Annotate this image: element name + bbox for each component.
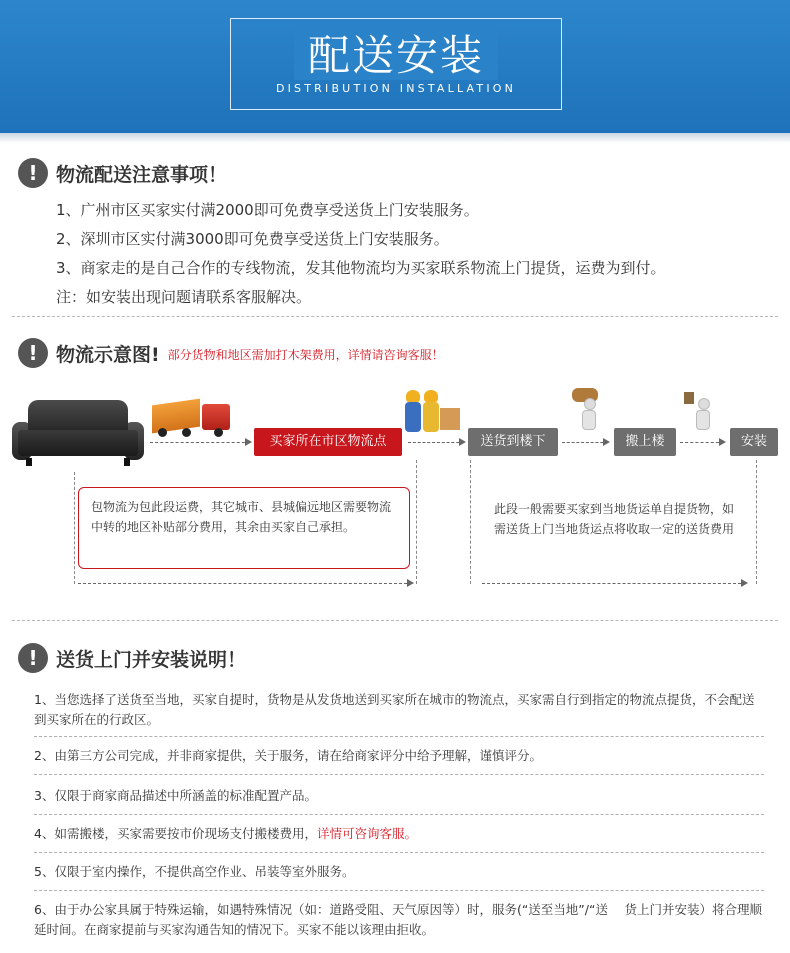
header-banner xyxy=(0,0,790,133)
step-buyer-city-logistics-point: 买家所在市区物流点 xyxy=(254,428,402,456)
section-logistics-diagram-heading xyxy=(18,338,444,368)
flow-arrow xyxy=(680,442,724,443)
banner-subtitle: DISTRIBUTION INSTALLATION xyxy=(275,82,517,95)
divider xyxy=(34,852,764,853)
divider xyxy=(12,316,778,317)
contact-service-link[interactable]: 详情可咨询客服。 xyxy=(316,826,417,841)
list-item: 5、仅限于室内操作，不提供高空作业、吊装等室外服务。 xyxy=(34,864,355,879)
flow-arrow xyxy=(562,442,608,443)
installer-person-icon xyxy=(684,388,722,438)
exclamation-icon: ! xyxy=(18,338,48,368)
info-box-prepaid-segment: 包物流为包此段运费，其它城市、县城偏远地区需要物流中转的地区补贴部分费用，其余由买家自己承担。 xyxy=(78,487,410,569)
notice-list xyxy=(56,199,776,315)
section-logistics-notice-heading xyxy=(18,158,227,188)
truck-icon xyxy=(152,396,232,438)
divider xyxy=(34,890,764,891)
section-title: 物流示意图! xyxy=(56,343,160,366)
flow-arrow xyxy=(78,583,412,584)
list-item: 2、由第三方公司完成，并非商家提供，关于服务，请在给商家评分中给予理解，谨慎评分。 xyxy=(34,748,542,763)
flow-arrow xyxy=(482,583,746,584)
banner-title: 配送安装 xyxy=(294,31,498,80)
bracket-line xyxy=(74,472,75,584)
bracket-line xyxy=(470,460,471,584)
workers-icon xyxy=(404,390,462,434)
carrying-person-icon xyxy=(570,388,608,438)
step-install: 安装 xyxy=(730,428,778,456)
section-delivery-install-heading xyxy=(18,643,246,673)
section-title: 送货上门并安装说明！ xyxy=(56,648,247,671)
list-item xyxy=(34,824,764,844)
banner-shadow xyxy=(0,133,790,143)
banner-frame xyxy=(230,18,562,110)
divider xyxy=(12,620,778,621)
step-delivery-downstairs: 送货到楼下 xyxy=(468,428,558,456)
divider xyxy=(34,736,764,737)
list-item: 1、当您选择了送货至当地，买家自提时，货物是从发货地送到买家所在城市的物流点，买家需自行到指定的物流点提货，不会配送到买家所在的行政区。 xyxy=(34,692,755,727)
exclamation-icon: ! xyxy=(18,158,48,188)
section-title: 物流配送注意事项！ xyxy=(56,163,228,186)
divider xyxy=(34,774,764,775)
list-item-text: 4、如需搬楼，买家需要按市价现场支付搬楼费用， xyxy=(34,826,317,841)
bracket-line xyxy=(756,460,757,584)
flow-arrow xyxy=(150,442,250,443)
list-item: 2、深圳市区实付满3000即可免费享受送货上门安装服务。 xyxy=(56,230,449,248)
step-carry-upstairs: 搬上楼 xyxy=(614,428,676,456)
list-item: 注：如安装出现问题请联系客服解决。 xyxy=(56,288,312,306)
section-note: 部分货物和地区需加打木架费用，详情请咨询客服！ xyxy=(167,348,444,362)
divider xyxy=(34,814,764,815)
flow-arrow xyxy=(408,442,464,443)
exclamation-icon: ! xyxy=(18,643,48,673)
bracket-line xyxy=(416,460,417,584)
list-item: 1、广州市区买家实付满2000即可免费享受送货上门安装服务。 xyxy=(56,201,479,219)
sofa-icon xyxy=(12,400,144,470)
list-item: 3、仅限于商家商品描述中所涵盖的标准配置产品。 xyxy=(34,788,317,803)
list-item: 3、商家走的是自己合作的专线物流，发其他物流均为买家联系物流上门提货，运费为到付。 xyxy=(56,259,666,277)
list-item: 6、由于办公家具属于特殊运输，如遇特殊情况（如：道路受阻、天气原因等）时，服务(“送至当地”/“送 货上门并安装）将合理顺延时间。在商家提前与买家沟通告知的情况下。买家不能以该理由拒收。 xyxy=(34,902,762,937)
info-box-self-pickup: 此段一般需要买家到当地货运单自提货物，如需送货上门当地货运点将收取一定的送货费用 xyxy=(494,502,735,536)
